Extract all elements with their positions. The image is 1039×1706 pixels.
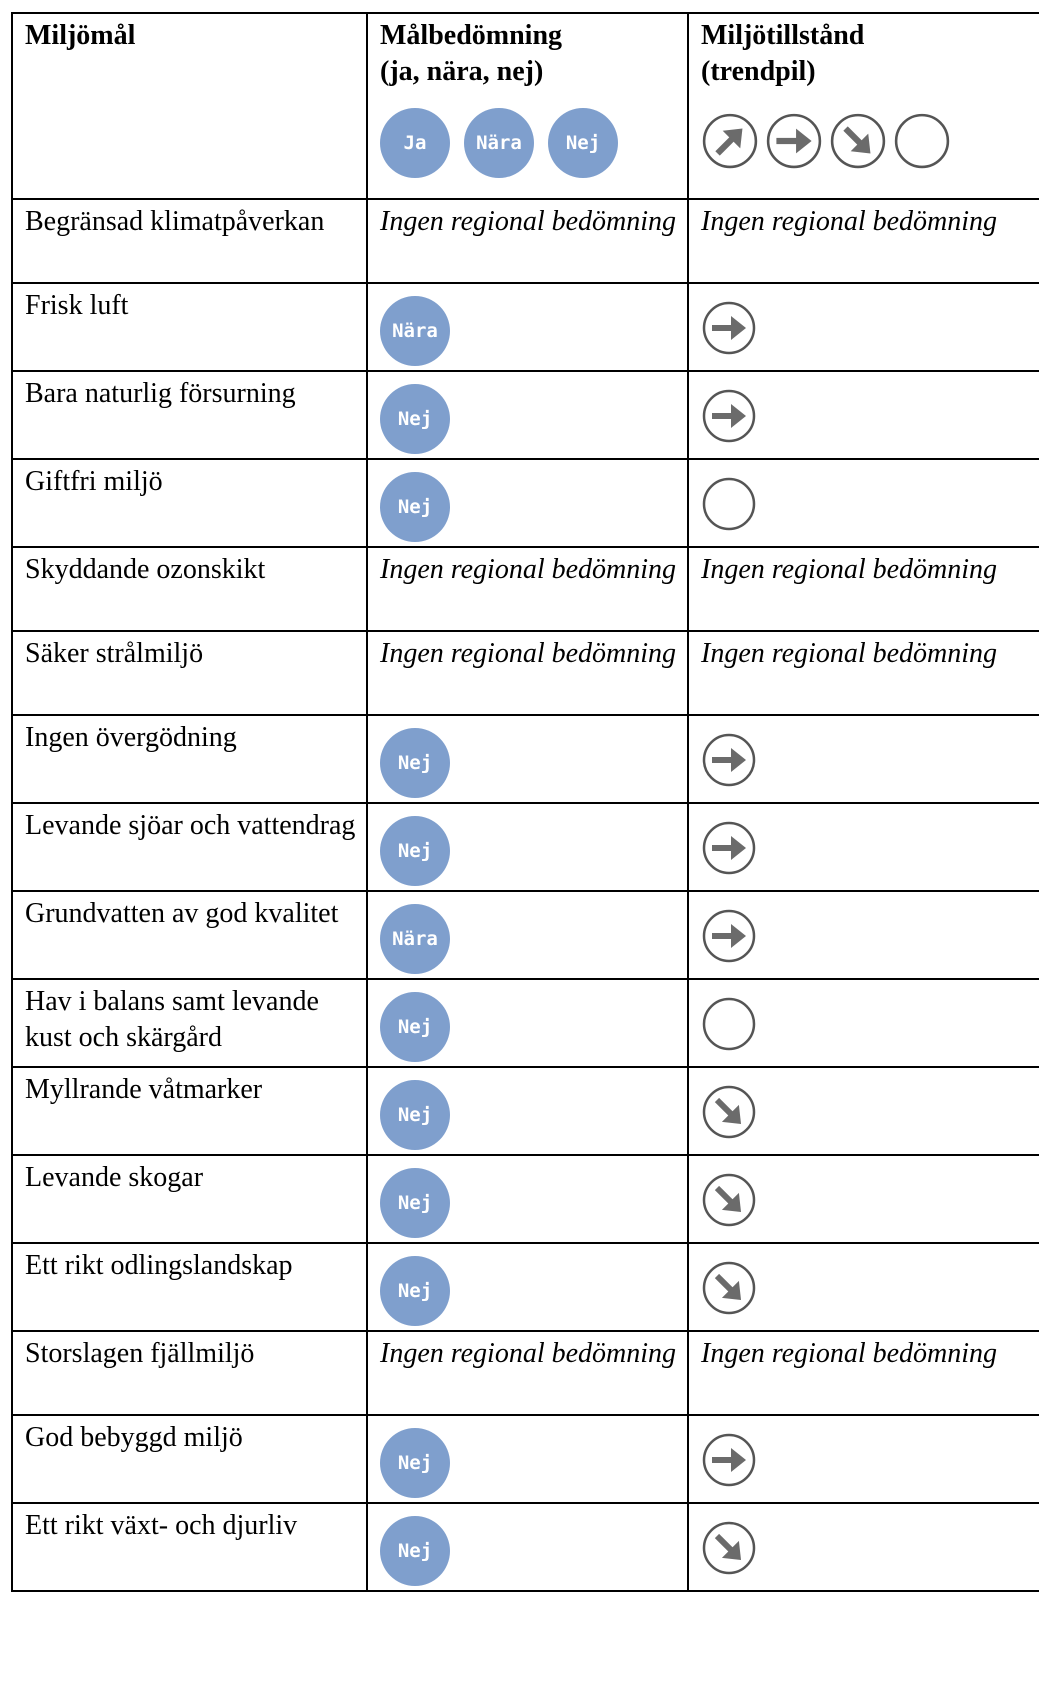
table-row bbox=[12, 1331, 1039, 1415]
trend-cell bbox=[688, 803, 1039, 891]
goal-cell: Giftfri miljö bbox=[12, 459, 367, 547]
legend-badge-3: Nej bbox=[548, 108, 618, 178]
assessment-cell: Ingen regional bedömning bbox=[367, 631, 688, 715]
goal-cell: Myllrande våtmarker bbox=[12, 1067, 367, 1155]
assessment-badge: Nej bbox=[380, 1080, 450, 1150]
assessment-badge: Nej bbox=[380, 992, 450, 1062]
assessment-cell bbox=[367, 371, 688, 459]
arrow-right-icon bbox=[701, 300, 757, 356]
environmental-goals-table bbox=[11, 12, 1039, 1592]
assessment-cell: Ingen regional bedömning bbox=[367, 547, 688, 631]
trend-cell bbox=[688, 371, 1039, 459]
legend-arrow-up-right-icon bbox=[701, 112, 759, 170]
table-row bbox=[12, 371, 1039, 459]
header-assessment bbox=[367, 13, 688, 199]
trend-legend bbox=[701, 112, 1039, 170]
assessment-cell bbox=[367, 803, 688, 891]
trend-cell bbox=[688, 1415, 1039, 1503]
trend-cell bbox=[688, 715, 1039, 803]
assessment-badge: Nej bbox=[380, 384, 450, 454]
trend-cell bbox=[688, 459, 1039, 547]
assessment-cell bbox=[367, 1415, 688, 1503]
assessment-badge: Nej bbox=[380, 1428, 450, 1498]
empty-circle-icon bbox=[701, 996, 757, 1052]
goal-cell: Begränsad klimatpåverkan bbox=[12, 199, 367, 283]
assessment-cell bbox=[367, 1067, 688, 1155]
trend-cell: Ingen regional bedömning bbox=[688, 547, 1039, 631]
trend-cell: Ingen regional bedömning bbox=[688, 1331, 1039, 1415]
assessment-badge: Nej bbox=[380, 1516, 450, 1586]
empty-circle-icon bbox=[701, 476, 757, 532]
goal-cell: Skyddande ozonskikt bbox=[12, 547, 367, 631]
goal-cell: Storslagen fjällmiljö bbox=[12, 1331, 367, 1415]
goal-cell: Levande sjöar och vattendrag bbox=[12, 803, 367, 891]
assessment-cell bbox=[367, 1155, 688, 1243]
legend-arrow-down-right-icon bbox=[829, 112, 887, 170]
table-row bbox=[12, 1155, 1039, 1243]
trend-cell: Ingen regional bedömning bbox=[688, 199, 1039, 283]
header-row bbox=[12, 13, 1039, 199]
table-row bbox=[12, 803, 1039, 891]
goal-cell: Säker strålmiljö bbox=[12, 631, 367, 715]
trend-cell bbox=[688, 283, 1039, 371]
header-trend bbox=[688, 13, 1039, 199]
arrow-right-icon bbox=[701, 1432, 757, 1488]
assessment-badge: Nej bbox=[380, 816, 450, 886]
trend-cell bbox=[688, 891, 1039, 979]
assessment-cell bbox=[367, 891, 688, 979]
table-row bbox=[12, 1415, 1039, 1503]
goal-cell: Ingen övergödning bbox=[12, 715, 367, 803]
trend-cell: Ingen regional bedömning bbox=[688, 631, 1039, 715]
arrow-right-icon bbox=[701, 908, 757, 964]
goal-cell: Frisk luft bbox=[12, 283, 367, 371]
table-row bbox=[12, 459, 1039, 547]
assessment-badge: Nej bbox=[380, 1168, 450, 1238]
arrow-down-right-icon bbox=[701, 1520, 757, 1576]
table-row bbox=[12, 979, 1039, 1067]
legend-empty-circle-icon bbox=[893, 112, 951, 170]
assessment-badge: Nej bbox=[380, 1256, 450, 1326]
legend-badge-1: Ja bbox=[380, 108, 450, 178]
assessment-badge: Nära bbox=[380, 296, 450, 366]
legend-arrow-right-icon bbox=[765, 112, 823, 170]
goal-cell: Bara naturlig försurning bbox=[12, 371, 367, 459]
table-row bbox=[12, 1067, 1039, 1155]
assessment-legend bbox=[380, 108, 687, 178]
table-row bbox=[12, 1503, 1039, 1591]
table-row bbox=[12, 283, 1039, 371]
assessment-cell bbox=[367, 979, 688, 1067]
goal-cell: Grundvatten av god kvalitet bbox=[12, 891, 367, 979]
trend-cell bbox=[688, 1243, 1039, 1331]
goal-cell: God bebyggd miljö bbox=[12, 1415, 367, 1503]
table-row bbox=[12, 1243, 1039, 1331]
table-row bbox=[12, 631, 1039, 715]
header-goal-label: Miljömål bbox=[25, 20, 136, 51]
assessment-cell bbox=[367, 1503, 688, 1591]
legend-badge-2: Nära bbox=[464, 108, 534, 178]
table-row bbox=[12, 547, 1039, 631]
header-assessment-label: Målbedömning (ja, nära, nej) bbox=[380, 20, 563, 87]
assessment-badge: Nära bbox=[380, 904, 450, 974]
assessment-badge: Nej bbox=[380, 472, 450, 542]
arrow-right-icon bbox=[701, 388, 757, 444]
arrow-down-right-icon bbox=[701, 1260, 757, 1316]
trend-cell bbox=[688, 1067, 1039, 1155]
arrow-down-right-icon bbox=[701, 1084, 757, 1140]
assessment-cell bbox=[367, 715, 688, 803]
goal-cell: Levande skogar bbox=[12, 1155, 367, 1243]
goal-cell: Ett rikt odlingslandskap bbox=[12, 1243, 367, 1331]
assessment-cell: Ingen regional bedömning bbox=[367, 199, 688, 283]
assessment-cell: Ingen regional bedömning bbox=[367, 1331, 688, 1415]
arrow-down-right-icon bbox=[701, 1172, 757, 1228]
assessment-cell bbox=[367, 1243, 688, 1331]
assessment-badge: Nej bbox=[380, 728, 450, 798]
table-row bbox=[12, 891, 1039, 979]
goal-cell: Ett rikt växt- och djurliv bbox=[12, 1503, 367, 1591]
arrow-right-icon bbox=[701, 732, 757, 788]
header-goal bbox=[12, 13, 367, 199]
trend-cell bbox=[688, 1155, 1039, 1243]
table-row bbox=[12, 199, 1039, 283]
table-row bbox=[12, 715, 1039, 803]
trend-cell bbox=[688, 1503, 1039, 1591]
arrow-right-icon bbox=[701, 820, 757, 876]
trend-cell bbox=[688, 979, 1039, 1067]
goal-cell: Hav i balans samt levande kust och skärgård bbox=[12, 979, 367, 1067]
header-trend-label: Miljötillstånd (trendpil) bbox=[701, 20, 865, 87]
assessment-cell bbox=[367, 283, 688, 371]
assessment-cell bbox=[367, 459, 688, 547]
